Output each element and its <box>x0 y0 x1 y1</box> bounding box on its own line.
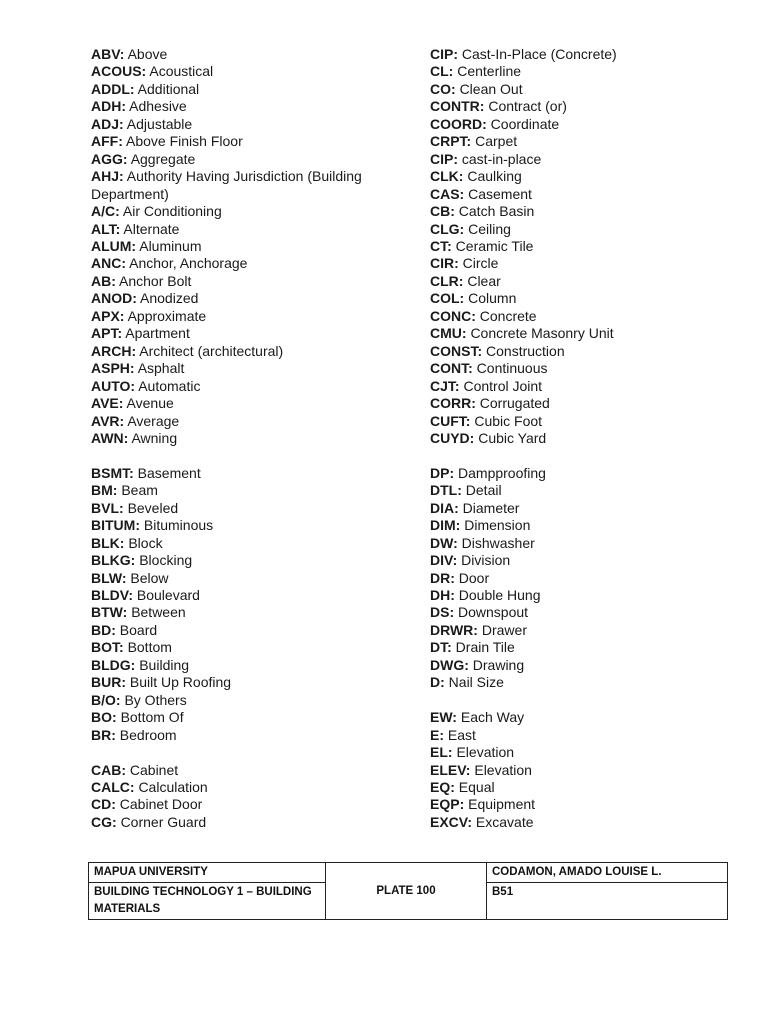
abbreviation-entry <box>91 221 391 238</box>
abbreviation-entry <box>91 308 391 325</box>
abbreviation-code: ARCH: <box>91 342 137 359</box>
abbreviation-code: AWN: <box>91 429 129 446</box>
abbreviation-entry <box>91 360 391 377</box>
abbreviation-meaning: Asphalt <box>137 360 185 377</box>
abbreviation-meaning: Alternate <box>123 220 180 237</box>
abbreviation-code: DIV: <box>430 552 458 569</box>
abbreviation-meaning: Concrete <box>479 307 537 324</box>
abbreviation-entry <box>430 255 750 272</box>
abbreviation-meaning: Bottom <box>127 639 172 656</box>
abbreviation-entry <box>430 203 750 220</box>
abbreviation-entry <box>91 587 391 604</box>
abbreviation-meaning: Additional <box>137 80 200 97</box>
abbreviation-code: ALUM: <box>91 237 137 254</box>
abbreviation-code: CLK: <box>430 168 464 185</box>
abbreviation-entry <box>91 622 391 639</box>
abbreviation-meaning: Average <box>127 412 180 429</box>
abbreviation-entry <box>430 325 750 342</box>
abbreviation-meaning: Nail Size <box>448 674 504 691</box>
abbreviation-meaning: Architect (architectural) <box>139 342 284 359</box>
abbreviation-entry <box>430 744 750 761</box>
abbreviation-meaning: Corner Guard <box>120 813 207 830</box>
abbreviation-code: BR: <box>91 726 116 743</box>
abbreviation-entry <box>91 727 391 744</box>
abbreviation-entry <box>91 63 391 80</box>
abbreviation-meaning: Anchor, Anchorage <box>129 255 248 272</box>
section-gap <box>91 744 391 761</box>
abbreviation-meaning: Catch Basin <box>458 203 535 220</box>
abbreviation-entry <box>430 727 750 744</box>
abbreviation-entry <box>91 116 391 133</box>
abbreviation-code: CJT: <box>430 377 460 394</box>
abbreviation-entry <box>91 430 391 447</box>
abbreviation-entry <box>91 46 391 63</box>
abbreviation-code: DH: <box>430 587 455 604</box>
abbreviation-entry <box>91 395 391 412</box>
abbreviation-entry <box>430 395 750 412</box>
abbreviation-code: ADDL: <box>91 80 135 97</box>
abbreviation-entry <box>91 500 391 517</box>
abbreviation-meaning: Beam <box>121 482 158 499</box>
abbreviation-entry <box>91 692 391 709</box>
abbreviation-code: DW: <box>430 534 458 551</box>
abbreviation-meaning: Cast-In-Place (Concrete) <box>461 46 617 62</box>
abbreviation-entry <box>430 360 750 377</box>
abbreviation-code: BLK: <box>91 534 125 551</box>
abbreviation-code: BITUM: <box>91 517 140 534</box>
abbreviation-meaning: Carpet <box>475 133 518 150</box>
abbreviation-code: DRWR: <box>430 621 478 638</box>
abbreviation-meaning: Aluminum <box>139 237 202 254</box>
school-name: MAPUA UNIVERSITY <box>89 863 326 883</box>
abbreviation-code: CONC: <box>430 307 476 324</box>
abbreviation-code: ELEV: <box>430 761 471 778</box>
abbreviation-entry <box>91 535 391 552</box>
abbreviation-entry <box>91 238 391 255</box>
abbreviation-entry <box>430 273 750 290</box>
abbreviation-entry <box>91 133 391 150</box>
abbreviation-code: CT: <box>430 237 452 254</box>
abbreviation-entry <box>430 151 750 168</box>
abbreviation-entry <box>430 814 750 831</box>
abbreviation-meaning: Board <box>119 621 158 638</box>
abbreviation-meaning: Adhesive <box>129 98 187 115</box>
abbreviation-code: BD: <box>91 621 116 638</box>
abbreviation-entry <box>91 604 391 621</box>
abbreviation-meaning: Corrugated <box>479 395 550 412</box>
abbreviation-meaning: Control Joint <box>463 377 543 394</box>
section-gap <box>430 692 750 709</box>
abbreviation-meaning: Automatic <box>138 377 201 394</box>
abbreviation-code: DT: <box>430 639 452 656</box>
abbreviation-code: BO: <box>91 709 117 726</box>
abbreviation-meaning: Aggregate <box>130 150 196 167</box>
abbreviation-code: D: <box>430 674 445 691</box>
abbreviation-code: CLR: <box>430 272 464 289</box>
abbreviation-meaning: Cubic Foot <box>474 412 543 429</box>
abbreviation-meaning: East <box>447 726 476 743</box>
abbreviation-code: EXCV: <box>430 813 473 830</box>
abbreviation-meaning: Detail <box>465 482 502 499</box>
abbreviation-meaning: Dampproofing <box>458 464 546 481</box>
abbreviation-code: DR: <box>430 569 455 586</box>
abbreviation-entry <box>91 98 391 115</box>
abbreviation-entry <box>430 552 750 569</box>
abbreviation-entry <box>430 168 750 185</box>
abbreviation-meaning: Centerline <box>457 63 522 80</box>
abbreviation-meaning: Between <box>131 604 186 621</box>
abbreviation-meaning: Casement <box>468 185 532 202</box>
abbreviation-entry <box>91 273 391 290</box>
abbreviation-entry <box>430 221 750 238</box>
abbreviation-code: DS: <box>430 604 455 621</box>
abbreviation-entry <box>430 116 750 133</box>
abbreviation-code: CG: <box>91 813 117 830</box>
abbreviation-entry <box>91 674 391 691</box>
abbreviation-code: CIP: <box>430 150 458 167</box>
abbreviation-entry <box>430 465 750 482</box>
abbreviation-code: CORR: <box>430 395 476 412</box>
abbreviation-code: BOT: <box>91 639 124 656</box>
abbreviation-entry <box>91 796 391 813</box>
abbreviation-meaning: Built Up Roofing <box>129 674 232 691</box>
section-code: B51 <box>487 883 728 920</box>
section-gap <box>91 447 391 464</box>
abbreviation-meaning: Contract (or) <box>488 98 567 115</box>
abbreviation-code: ACOUS: <box>91 63 147 80</box>
abbreviation-code: ABV: <box>91 46 125 62</box>
abbreviation-code: ANC: <box>91 255 126 272</box>
abbreviation-entry <box>91 779 391 796</box>
abbreviation-meaning: Awning <box>131 429 178 446</box>
abbreviation-meaning: Anodized <box>140 290 199 307</box>
abbreviation-code: EW: <box>430 709 457 726</box>
abbreviation-meaning: Equipment <box>468 796 536 813</box>
abbreviation-entry <box>91 413 391 430</box>
abbreviation-meaning: Diameter <box>462 499 520 516</box>
abbreviation-entry <box>91 343 391 360</box>
abbreviation-entry <box>430 343 750 360</box>
abbreviation-meaning: Avenue <box>126 395 174 412</box>
abbreviation-code: DP: <box>430 464 455 481</box>
abbreviation-code: BLDG: <box>91 656 136 673</box>
abbreviation-meaning: Each Way <box>460 709 525 726</box>
abbreviation-code: CUFT: <box>430 412 471 429</box>
abbreviation-entry <box>91 465 391 482</box>
abbreviation-code: DTL: <box>430 482 462 499</box>
abbreviation-code: AB: <box>91 272 116 289</box>
abbreviation-meaning: Bottom Of <box>120 709 184 726</box>
abbreviation-meaning: Construction <box>486 342 565 359</box>
abbreviation-entry <box>430 587 750 604</box>
abbreviation-entry <box>91 762 391 779</box>
abbreviation-entry <box>430 482 750 499</box>
abbreviation-code: AFF: <box>91 133 123 150</box>
abbreviation-code: BLW: <box>91 569 127 586</box>
abbreviation-code: CO: <box>430 80 456 97</box>
abbreviation-code: DWG: <box>430 656 469 673</box>
abbreviation-meaning: Beveled <box>127 499 179 516</box>
course-name: BUILDING TECHNOLOGY 1 – BUILDING MATERIALS <box>89 883 326 920</box>
abbreviation-code: DIA: <box>430 499 459 516</box>
abbreviation-code: ALT: <box>91 220 121 237</box>
abbreviation-meaning: Anchor Bolt <box>119 272 192 289</box>
abbreviation-meaning: By Others <box>124 691 187 708</box>
abbreviation-code: BUR: <box>91 674 126 691</box>
abbreviation-entry <box>91 552 391 569</box>
abbreviation-entry <box>430 779 750 796</box>
abbreviation-code: CB: <box>430 203 455 220</box>
abbreviation-meaning: Blocking <box>139 552 193 569</box>
abbreviation-code: CIR: <box>430 255 459 272</box>
abbreviation-entry <box>91 482 391 499</box>
abbreviation-code: AVR: <box>91 412 125 429</box>
abbreviation-meaning: Adjustable <box>126 115 193 132</box>
abbreviation-code: ADH: <box>91 98 126 115</box>
abbreviation-meaning: Building <box>139 656 190 673</box>
abbreviation-entry <box>430 63 750 80</box>
abbreviation-code: EQP: <box>430 796 465 813</box>
abbreviation-entry <box>430 133 750 150</box>
abbreviation-entry <box>430 709 750 726</box>
abbreviation-entry <box>430 604 750 621</box>
abbreviation-meaning: Cabinet Door <box>119 796 203 813</box>
abbreviation-meaning: Apartment <box>125 325 190 342</box>
abbreviation-code: COORD: <box>430 115 487 132</box>
abbreviation-meaning: Block <box>128 534 163 551</box>
abbreviation-entry <box>430 81 750 98</box>
abbreviation-entry <box>430 186 750 203</box>
abbreviation-meaning: Caulking <box>467 168 522 185</box>
abbreviation-meaning: Ceiling <box>468 220 511 237</box>
abbreviation-entry <box>430 46 750 63</box>
abbreviation-meaning: Dimension <box>464 517 531 534</box>
abbreviation-meaning: Air Conditioning <box>122 203 222 220</box>
abbreviation-entry <box>430 674 750 691</box>
abbreviation-entry <box>91 81 391 98</box>
abbreviation-meaning: Above <box>127 46 168 62</box>
abbreviation-entry <box>430 535 750 552</box>
abbreviation-meaning: Calculation <box>138 779 208 795</box>
abbreviation-code: BLKG: <box>91 552 136 569</box>
abbreviation-code: AHJ: <box>91 168 124 185</box>
abbreviation-entry <box>91 255 391 272</box>
abbreviation-entry <box>91 378 391 395</box>
abbreviation-meaning: Cubic Yard <box>478 429 547 446</box>
abbreviation-code: CLG: <box>430 220 465 237</box>
abbreviation-code: COL: <box>430 290 465 307</box>
abbreviation-entry <box>91 325 391 342</box>
abbreviation-code: ANOD: <box>91 290 137 307</box>
abbreviation-meaning: Cabinet <box>129 761 179 778</box>
abbreviation-meaning: Column <box>468 290 517 307</box>
abbreviation-meaning: Dishwasher <box>461 534 535 551</box>
abbreviation-entry <box>91 570 391 587</box>
abbreviation-meaning: Concrete Masonry Unit <box>470 325 614 342</box>
abbreviation-meaning: Clean Out <box>459 80 523 97</box>
abbreviation-code: CALC: <box>91 779 135 795</box>
abbreviation-code: CONTR: <box>430 98 485 115</box>
abbreviation-code: BVL: <box>91 499 124 516</box>
abbreviation-entry <box>91 290 391 307</box>
abbreviation-code: E: <box>430 726 444 743</box>
abbreviation-meaning: Drain Tile <box>455 639 515 656</box>
abbreviation-code: EL: <box>430 744 453 761</box>
abbreviation-meaning: Continuous <box>476 360 548 377</box>
abbreviation-entry <box>430 570 750 587</box>
abbreviation-code: CUYD: <box>430 429 475 446</box>
abbreviation-code: BLDV: <box>91 587 133 604</box>
abbreviation-code: APT: <box>91 325 123 342</box>
section-gap <box>430 447 750 464</box>
abbreviation-meaning: Ceramic Tile <box>455 237 534 254</box>
abbreviation-entry <box>430 290 750 307</box>
abbreviation-entry <box>430 796 750 813</box>
abbreviation-code: CONT: <box>430 360 473 377</box>
abbreviation-code: AVE: <box>91 395 124 412</box>
abbreviation-meaning: Bedroom <box>119 726 177 743</box>
abbreviation-list-left <box>91 46 391 831</box>
abbreviation-meaning: Double Hung <box>458 587 541 604</box>
abbreviation-entry <box>430 762 750 779</box>
abbreviation-code: CAB: <box>91 761 126 778</box>
abbreviation-entry <box>91 709 391 726</box>
abbreviation-meaning: Below <box>130 569 169 586</box>
abbreviation-meaning: Circle <box>462 255 499 272</box>
abbreviation-meaning: Elevation <box>474 761 532 778</box>
abbreviation-code: AGG: <box>91 150 128 167</box>
abbreviation-meaning: Above Finish Floor <box>126 133 243 150</box>
abbreviation-code: CRPT: <box>430 133 472 150</box>
abbreviation-code: APX: <box>91 307 125 324</box>
abbreviation-list-right <box>430 46 750 831</box>
abbreviation-meaning: Bituminous <box>143 517 214 534</box>
abbreviation-entry <box>430 238 750 255</box>
abbreviation-entry <box>91 168 381 203</box>
abbreviation-entry <box>91 203 391 220</box>
abbreviation-meaning: Division <box>461 552 511 569</box>
abbreviation-code: B/O: <box>91 691 121 708</box>
abbreviation-code: CAS: <box>430 185 465 202</box>
abbreviation-entry <box>430 500 750 517</box>
abbreviation-entry <box>430 517 750 534</box>
abbreviation-entry <box>430 308 750 325</box>
abbreviation-meaning: Acoustical <box>149 63 214 80</box>
abbreviation-code: CIP: <box>430 46 458 62</box>
abbreviation-entry <box>430 378 750 395</box>
abbreviation-code: CD: <box>91 796 116 813</box>
abbreviation-code: ADJ: <box>91 115 124 132</box>
abbreviation-meaning: Authority Having Jurisdiction (Building Department) <box>91 168 362 202</box>
abbreviation-meaning: Drawing <box>472 656 525 673</box>
abbreviation-entry <box>430 98 750 115</box>
abbreviation-meaning: Equal <box>458 779 495 795</box>
abbreviation-entry <box>430 430 750 447</box>
student-name: CODAMON, AMADO LOUISE L. <box>487 863 728 883</box>
abbreviation-code: DIM: <box>430 517 461 534</box>
plate-number: PLATE 100 <box>326 863 487 920</box>
abbreviation-entry <box>91 639 391 656</box>
abbreviation-code: BSMT: <box>91 464 134 481</box>
abbreviation-meaning: Clear <box>467 272 501 289</box>
abbreviation-code: CL: <box>430 63 454 80</box>
abbreviation-entry <box>91 657 391 674</box>
abbreviation-meaning: Basement <box>137 464 201 481</box>
abbreviation-entry <box>430 413 750 430</box>
abbreviation-meaning: Excavate <box>475 813 534 830</box>
abbreviation-entry <box>430 622 750 639</box>
abbreviation-code: EQ: <box>430 779 455 795</box>
abbreviation-code: A/C: <box>91 203 120 220</box>
abbreviation-meaning: Elevation <box>456 744 515 761</box>
abbreviation-code: CMU: <box>430 325 467 342</box>
abbreviation-code: CONST: <box>430 342 483 359</box>
title-block <box>88 862 728 920</box>
abbreviation-meaning: Boulevard <box>136 587 200 604</box>
abbreviation-code: ASPH: <box>91 360 135 377</box>
abbreviation-code: AUTO: <box>91 377 136 394</box>
abbreviation-meaning: Approximate <box>127 307 207 324</box>
abbreviation-entry <box>430 657 750 674</box>
abbreviation-meaning: Door <box>458 569 490 586</box>
abbreviation-meaning: Downspout <box>458 604 529 621</box>
abbreviation-meaning: Coordinate <box>490 115 560 132</box>
abbreviation-meaning: cast-in-place <box>461 150 542 167</box>
abbreviation-entry <box>91 151 391 168</box>
abbreviation-meaning: Drawer <box>481 621 527 638</box>
abbreviation-entry <box>91 517 391 534</box>
abbreviation-code: BTW: <box>91 604 128 621</box>
abbreviation-entry <box>91 814 391 831</box>
abbreviation-entry <box>430 639 750 656</box>
abbreviation-code: BM: <box>91 482 118 499</box>
